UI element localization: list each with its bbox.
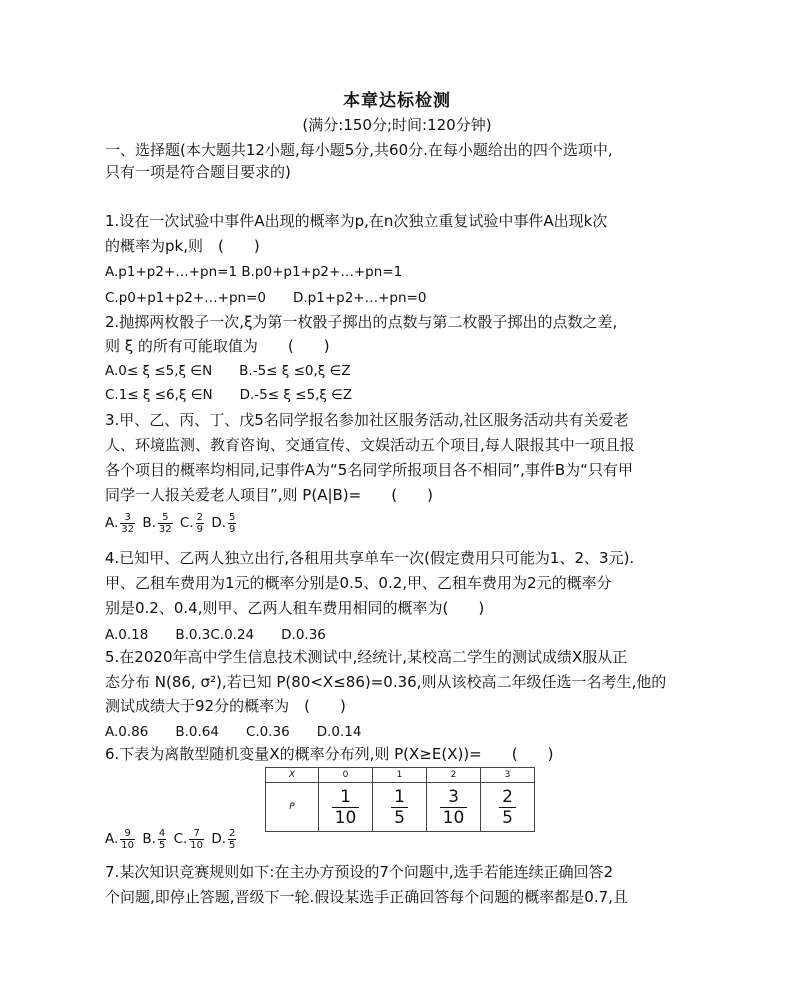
q3-option-b-label: B.	[142, 515, 156, 531]
q3-options	[105, 511, 705, 535]
table-cell-p: $\frac{2}{5}$	[481, 783, 535, 832]
q6-option-c-label: C.	[173, 831, 188, 847]
q5-options: A.0.86 B.0.64 C.0.36 D.0.14	[105, 724, 362, 740]
table-cell-x: 0	[319, 768, 373, 783]
q6-option-b-fraction: $\frac{4}{5}$	[158, 827, 166, 851]
q3-line-2: 人、环境监测、教育咨询、交通宣传、文娱活动五个项目,每人限报其中一项且报	[105, 436, 635, 454]
probability-distribution-table	[265, 767, 535, 832]
q6-option-c-fraction: $\frac{7}{10}$	[190, 827, 204, 851]
q7-line-2: 个问题,即停止答题,晋级下一轮.假设某选手正确回答每个问题的概率都是0.7,且	[105, 888, 628, 906]
q2-line-1: 2.抛掷两枚骰子一次,ξ为第一枚骰子掷出的点数与第二枚骰子掷出的点数之差,	[105, 313, 618, 331]
q2-options-cd: C.1≤ ξ ≤6,ξ ∈N D.-5≤ ξ ≤5,ξ ∈Z	[105, 387, 353, 403]
q2-line-2: 则 ξ 的所有可能取值为 ( )	[105, 337, 330, 355]
q3-option-a-label: A.	[105, 515, 119, 531]
q7-line-1: 7.某次知识竞赛规则如下:在主办方预设的7个问题中,选手若能连续正确回答2	[105, 863, 614, 881]
q6-option-d-fraction: $\frac{2}{5}$	[229, 827, 236, 851]
q4-line-1: 4.已知甲、乙两人独立出行,各租用共享单车一次(假定费用只可能为1、2、3元).	[105, 549, 635, 567]
q5-line-1: 5.在2020年高中学生信息技术测试中,经统计,某校高二学生的测试成绩X服从正	[105, 648, 628, 666]
q1-line-2: 的概率为pk,则 ( )	[105, 237, 260, 255]
q6-option-a-label: A.	[105, 831, 119, 847]
table-cell-x: 3	[481, 768, 535, 783]
q4-line-2: 甲、乙租车费用为1元的概率分别是0.5、0.2,甲、乙租车费用为2元的概率分	[105, 574, 612, 592]
q3-option-c-label: C.	[179, 515, 194, 531]
q6-line-1: 6.下表为离散型随机变量X的概率分布列,则 P(X≥E(X))= ( )	[105, 745, 554, 763]
page-subtitle: (满分:150分;时间:120分钟)	[302, 116, 492, 134]
section-heading-line-1: 一、选择题(本大题共12小题,每小题5分,共60分.在每小题给出的四个选项中,	[105, 141, 613, 159]
q6-option-d-label: D.	[211, 831, 226, 847]
table-cell-x: 2	[427, 768, 481, 783]
q1-options-ab: A.p1+p2+…+pn=1 B.p0+p1+p2+…+pn=1	[105, 264, 403, 280]
q3-option-a-fraction: $\frac{3}{32}$	[121, 511, 135, 535]
q1-line-1: 1.设在一次试验中事件A出现的概率为p,在n次独立重复试验中事件A出现k次	[105, 212, 608, 230]
q3-option-c-fraction: $\frac{2}{9}$	[196, 511, 204, 535]
q5-line-2: 态分布 N(86, σ²),若已知 P(80<X≤86)=0.36,则从该校高二年级任选一名考生,他的	[105, 673, 667, 691]
q4-options: A.0.18 B.0.3C.0.24 D.0.36	[105, 627, 326, 643]
q2-options-ab: A.0≤ ξ ≤5,ξ ∈N B.-5≤ ξ ≤0,ξ ∈Z	[105, 363, 351, 379]
q3-line-3: 各个项目的概率均相同,记事件A为“5名同学所报项目各不相同”,事件B为“只有甲	[105, 461, 633, 479]
table-row-label-p: P	[266, 783, 319, 832]
q1-options-cd: C.p0+p1+p2+…+pn=0 D.p1+p2+…+pn=0	[105, 290, 427, 306]
q3-option-d-fraction: $\frac{5}{9}$	[229, 511, 236, 535]
q6-option-a-fraction: $\frac{9}{10}$	[121, 827, 135, 851]
q6-options	[105, 827, 705, 851]
table-cell-p: $\frac{1}{10}$	[319, 783, 373, 832]
table-row-p	[266, 783, 535, 832]
table-cell-p: $\frac{1}{5}$	[373, 783, 427, 832]
q5-line-3: 测试成绩大于92分的概率为 ( )	[105, 697, 346, 715]
section-heading-line-2: 只有一项是符合题目要求的)	[105, 163, 291, 181]
q3-option-b-fraction: $\frac{5}{32}$	[158, 511, 172, 535]
table-row-label-x: X	[266, 768, 319, 783]
q4-line-3: 别是0.2、0.4,则甲、乙两人租车费用相同的概率为( )	[105, 599, 485, 617]
q3-line-4: 同学一人报关爱老人项目”,则 P(A|B)= ( )	[105, 486, 433, 504]
q6-option-b-label: B.	[142, 831, 156, 847]
table-cell-p: $\frac{3}{10}$	[427, 783, 481, 832]
page-title: 本章达标检测	[343, 91, 451, 111]
q3-option-d-label: D.	[211, 515, 226, 531]
table-row-x	[266, 768, 535, 783]
table-cell-x: 1	[373, 768, 427, 783]
q3-line-1: 3.甲、乙、丙、丁、戊5名同学报名参加社区服务活动,社区服务活动共有关爱老	[105, 411, 629, 429]
